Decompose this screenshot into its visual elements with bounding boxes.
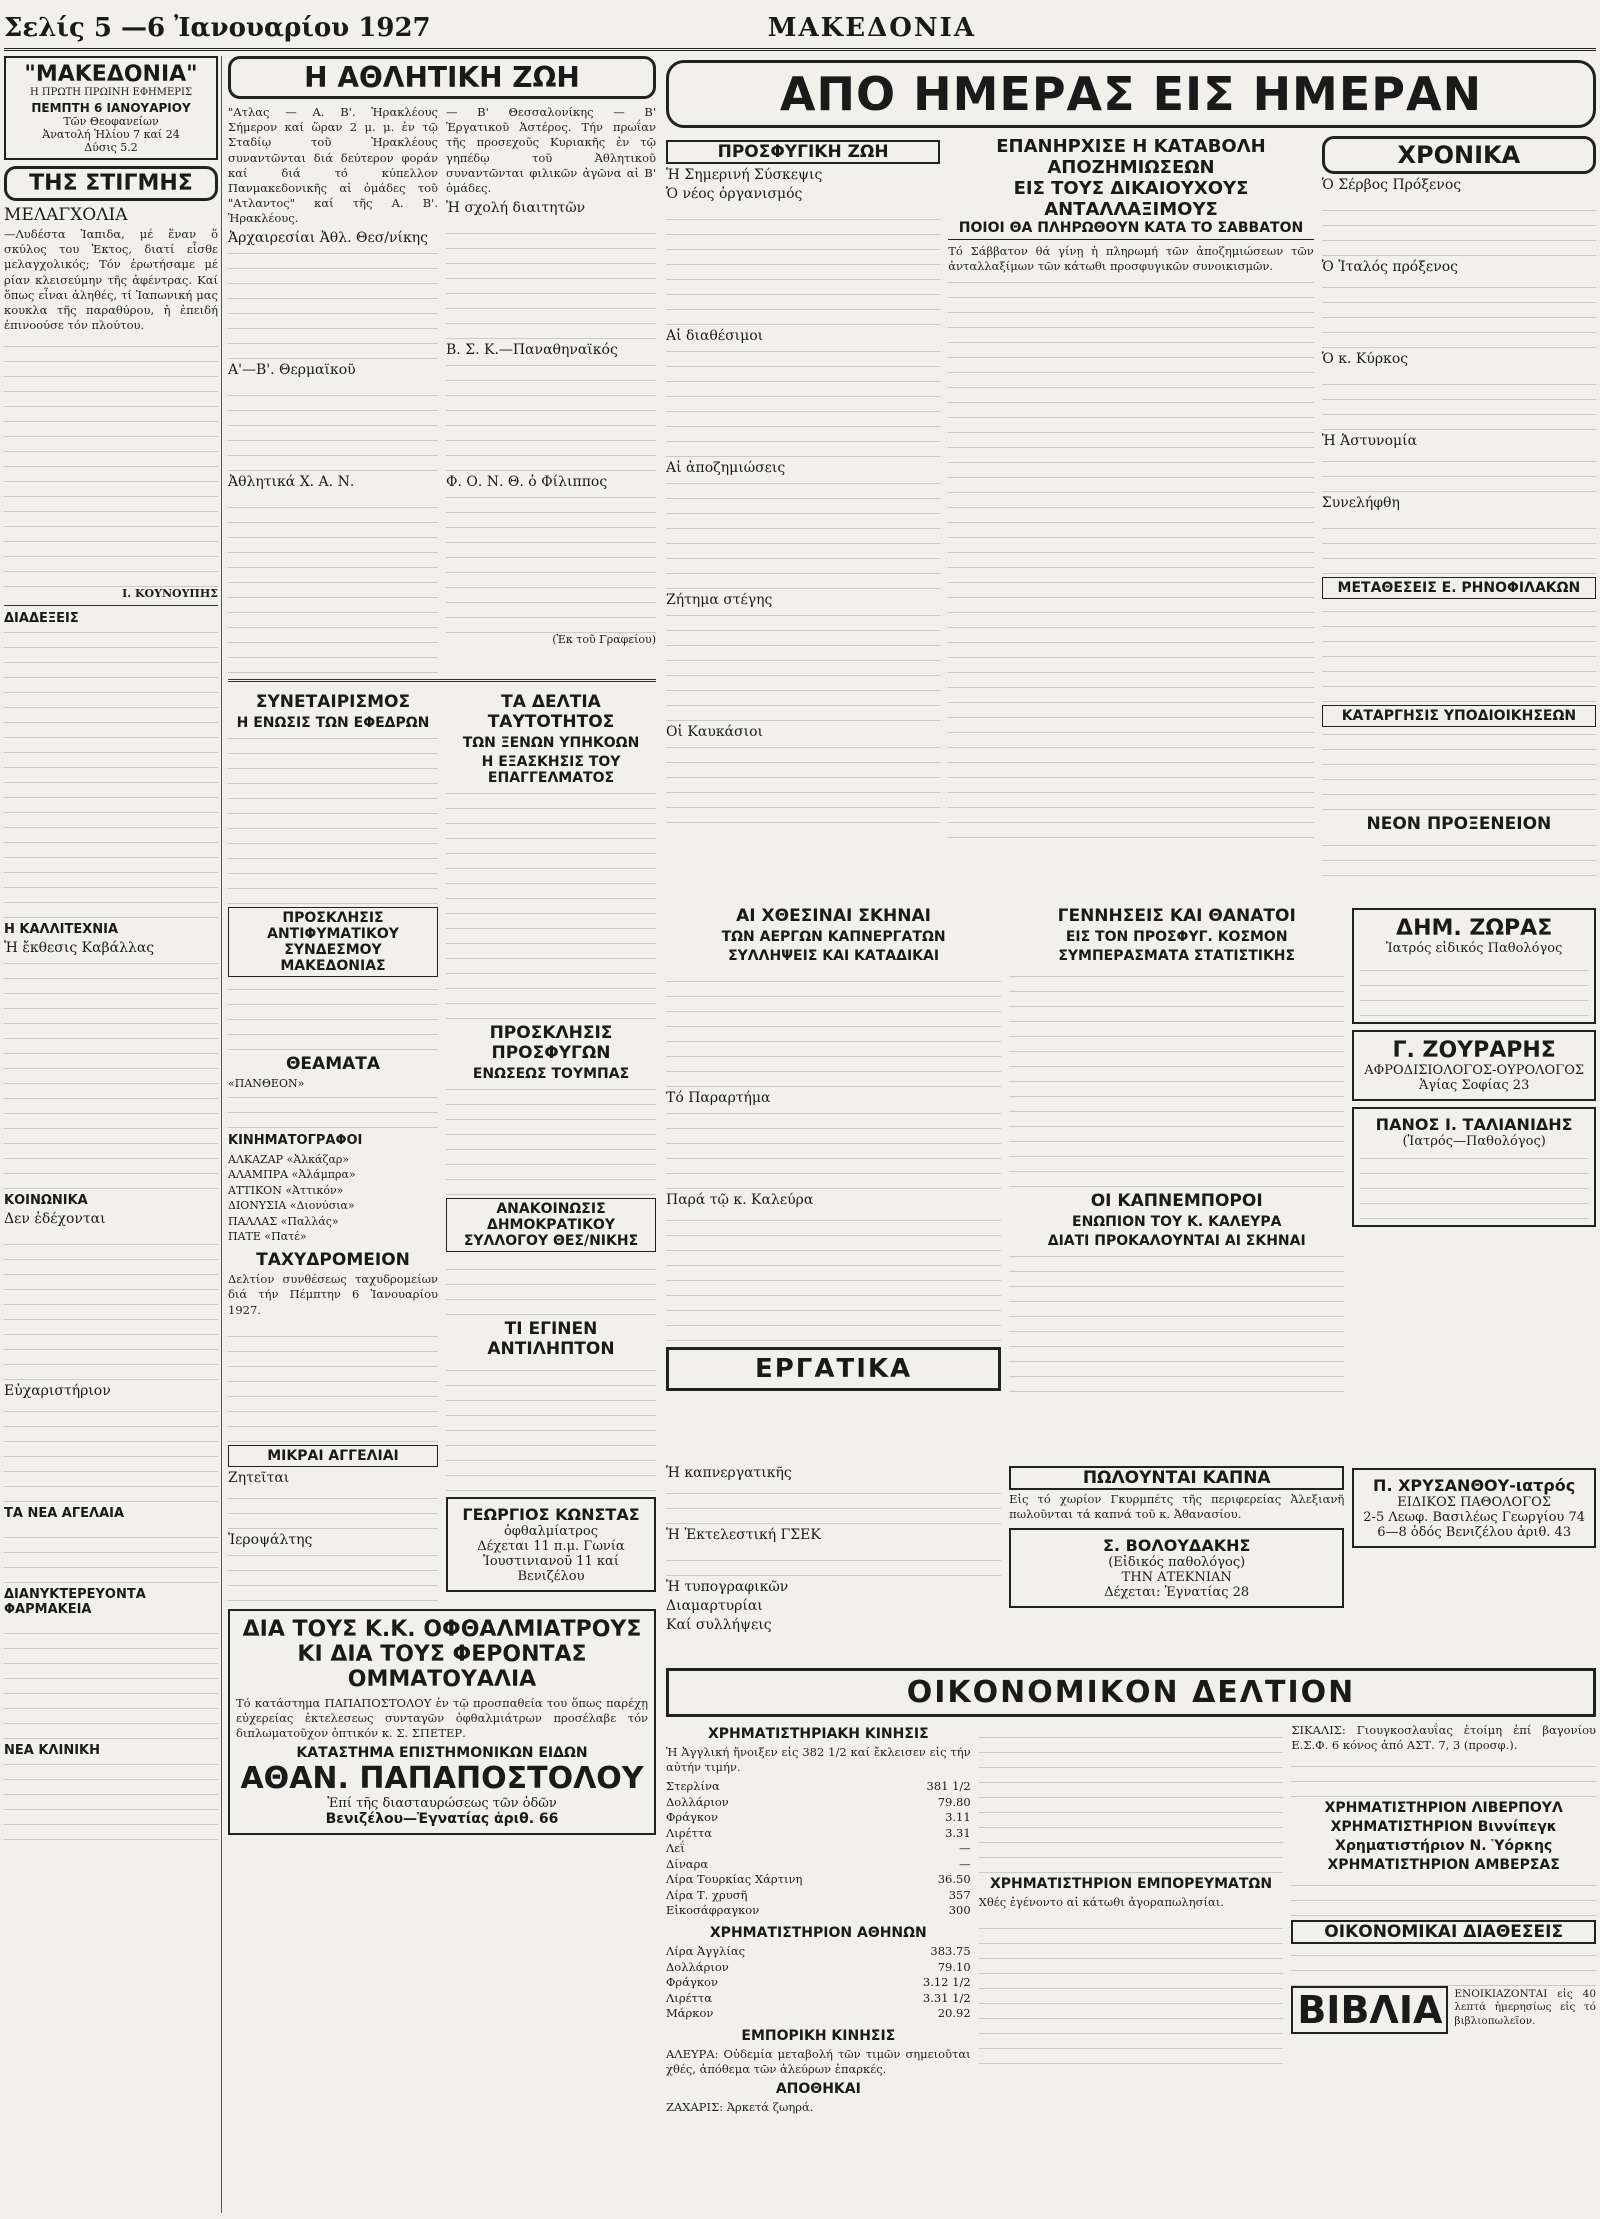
- currency-row: [666, 1795, 971, 1811]
- vivlia-ad: [1291, 1986, 1596, 2034]
- chrysanthou-ad: [1352, 1468, 1596, 1548]
- ti-eginen-heading: ΤΙ ΕΓΙΝΕΝ ΑΝΤΙΛΗΠΤΟΝ: [487, 1319, 615, 1360]
- erg-sub-5: Καί συλλήψεις: [666, 1617, 772, 1633]
- oph-ad-text: Τό κατάστημα ΠΑΠΑΠΟΣΤΟΛΟΥ ἐν τῷ προσπαθεία του ὅπως παρέχῃ εὐχερείας ἐκτελεσεως συνταγῶν ὀφθαλμιάτρων προσέλαβε τόν διπλωματοῦχον ὀπτικόν κ. Σ. ΣΠΕΤΕΡ.: [236, 1695, 648, 1741]
- koinonika-sub: Δεν ἐδέχονται: [4, 1211, 106, 1228]
- nea-agelaia-heading: ΤΑ ΝΕΑ ΑΓΕΛΑΙΑ: [4, 1506, 125, 1522]
- right-area: [666, 56, 1596, 2213]
- prosf-sub: Ἡ Σημερινή Σύσκεψις: [666, 167, 823, 183]
- kapnemporoi-sub2: ΔΙΑΤΙ ΠΡΟΚΑΛΟΥΝΤΑΙ ΑΙ ΣΚΗΝΑΙ: [1047, 1233, 1306, 1249]
- apothikai-heading: ΑΠΟΘΗΚΑΙ: [775, 2080, 861, 2097]
- erg-sub-2: Ἡ Ἐκτελεστική ΓΣΕΚ: [666, 1527, 821, 1543]
- xron-4: Ἡ Ἀστυνομία: [1321, 433, 1418, 449]
- xrim-athinon-heading: ΧΡΗΜΑΤΙΣΤΗΡΙΟΝ ΑΘΗΝΩΝ: [709, 1924, 927, 1941]
- euxaristirion-body: [4, 1402, 218, 1502]
- currency-value: 36.50: [937, 1872, 971, 1887]
- melagxolia-body: [4, 337, 218, 587]
- athinon-rate-row: [666, 1944, 971, 1960]
- erg-sub-3: Ἡ τυπογραφικῶν: [666, 1579, 789, 1595]
- currency-value: 357: [948, 1887, 971, 1902]
- katargisis-heading: ΚΑΤΑΡΓΗΣΙΣ ΥΠΟΔΙΟΙΚΗΣΕΩΝ: [1322, 705, 1596, 727]
- xrim-nyork-heading: Χρηματιστήριον Ν. Ὑόρκης: [1335, 1838, 1553, 1855]
- currency-value: 300: [948, 1903, 971, 1918]
- athletic-sub-5: Β. Σ. Κ.—Παναθηναϊκός: [446, 342, 618, 359]
- tachydromeion-heading: ΤΑΧΥΔΡΟΜΕΙΟΝ: [256, 1250, 410, 1271]
- athinon-rate-value: 20.92: [937, 2006, 971, 2021]
- currency-value: 381 1/2: [926, 1779, 971, 1794]
- chrysanthou-name: Π. ΧΡΥΣΑΝΘΟΥ-ιατρός: [1373, 1476, 1576, 1495]
- oph-ad-name: ΑΘΑΝ. ΠΑΠΑΠΟΣΤΟΛΟΥ: [240, 1761, 644, 1797]
- emporiki-heading: ΕΜΠΟΡΙΚΗ ΚΙΝΗΣΙΣ: [741, 2027, 896, 2044]
- athinon-rate-row: [666, 2006, 971, 2022]
- volodakis-addr2: Δέχεται: Ἐγνατίας 28: [1104, 1585, 1250, 1601]
- currency-name: Φράγκον: [666, 1810, 718, 1825]
- kapnemporoi-sub: ΕΝΩΠΙΟΝ ΤΟΥ Κ. ΚΑΛΕΥΡΑ: [1072, 1214, 1282, 1230]
- prosf-zitima: Ζήτημα στέγης: [666, 592, 773, 608]
- date-line: Σελίς 5 —6 Ἰανουαρίου 1927: [4, 13, 431, 43]
- athletic-sub-4: Ἡ σχολή διαιτητῶν: [446, 200, 586, 217]
- kallitexnika-heading: Η ΚΑΛΛΙΤΕΧΝΙΑ: [4, 922, 119, 938]
- konstas-name: ΓΕΩΡΓΙΟΣ ΚΩΝΣΤΑΣ: [462, 1505, 640, 1525]
- syneteirismos-heading: ΣΥΝΕΤΑΙΡΙΣΜΟΣ: [255, 692, 411, 713]
- xeim-sub-4: Παρά τῷ κ. Καλεύρα: [666, 1192, 814, 1208]
- xeimonoi-heading: ΑΙ ΧΘΕΣΙΝΑΙ ΣΚΗΝΑΙ: [736, 906, 931, 926]
- xrim-emp-text: Χθές ἐγένοντο αἱ κάτωθι ἀγοραπωλησίαι.: [978, 1895, 1224, 1909]
- prosf-kavalai: Οἱ Καυκάσιοι: [666, 724, 764, 740]
- emporiki-text: ΑΛΕΥΡΑ: Οὐδεμία μεταβολή τῶν τιμῶν σημειοῦται χθές, ἀπόθεμα τῶν ἀλεύρων ἐπαρκές.: [666, 2046, 971, 2076]
- athletic-title: Η ΑΘΛΗΤΙΚΗ ΖΩΗ: [228, 56, 656, 99]
- currency-table: [666, 1779, 971, 1919]
- athletic-from: (Ἐκ τοῦ Γραφείου): [552, 633, 656, 647]
- currency-row: [666, 1779, 971, 1795]
- currency-row: [666, 1888, 971, 1904]
- oph-ad-addr: Ἐπί τῆς διασταυρώσεως τῶν ὁδῶν: [327, 1796, 557, 1812]
- tautotites-sub: ΤΩΝ ΞΕΝΩΝ ΥΠΗΚΟΩΝ: [462, 735, 640, 752]
- currency-row: [666, 1872, 971, 1888]
- xeim-sub-3: Τό Παραρτήμα: [666, 1090, 771, 1106]
- currency-row: [666, 1903, 971, 1919]
- chrysanthou-addr: 2-5 Λεωφ. Βασιλέως Γεωργίου 74: [1363, 1510, 1585, 1525]
- currency-value: 3.31: [945, 1825, 971, 1840]
- athinon-rate-name: Λιρέττα: [666, 1990, 713, 2005]
- zouraris-role: ΑΦΡΟΔΙΣΙΟΛΟΓΟΣ-ΟΥΡΟΛΟΓΟΣ: [1364, 1063, 1585, 1078]
- currency-name: Λίρα Τ. χρυσῆ: [666, 1887, 748, 1902]
- koinonika-heading: ΚΟΙΝΩΝΙΚΑ: [4, 1193, 88, 1209]
- prosklisi-antifimatikis: ΠΡΟΣΚΛΗΣΙΣ ΑΝΤΙΦΥΜΑΤΙΚΟΥ ΣΥΝΔΕΣΜΟΥ ΜΑΚΕΔΟΝΙΑΣ: [228, 907, 438, 977]
- diafarmakeia-body: [4, 1619, 218, 1739]
- currency-name: Δίναρα: [666, 1856, 709, 1871]
- vivlia-heading: ΒΙΒΛΙΑ: [1291, 1986, 1448, 2034]
- theamata-item: ΠΑΤΕ «Πατέ»: [228, 1229, 307, 1243]
- xrim-liverpool-heading: ΧΡΗΜΑΤΙΣΤΗΡΙΟΝ ΛΙΒΕΡΠΟΥΛ: [1324, 1800, 1563, 1817]
- xron-1: Ὁ Σέρβος Πρόξενος: [1321, 177, 1462, 193]
- xron-2: Ὁ Ἰταλός πρόξενος: [1321, 259, 1458, 275]
- diafarmakeia-heading: ΔΙΑΝΥΚΤΕΡΕΥΟΝΤΑ ΦΑΡΜΑΚΕΙΑ: [4, 1587, 146, 1618]
- prosfygiki-zoi-heading: ΠΡΟΣΦΥΓΙΚΗ ΖΩΗ: [666, 140, 940, 164]
- theamata-item: ΑΤΤΙΚΟΝ «Ἀττικόν»: [228, 1183, 344, 1197]
- theamata-list: [228, 1076, 438, 1244]
- athletic-sub-1: Ἀρχαιρεσίαι Ἀθλ. Θεσ/νίκης: [228, 230, 428, 247]
- athinon-rate-row: [666, 1960, 971, 1976]
- athletic-body: [228, 105, 656, 673]
- athinon-table: [666, 1944, 971, 2022]
- paper-box-day: ΠΕΜΠΤΗ 6 ΙΑΝΟΥΑΡΙΟΥ: [31, 101, 191, 115]
- kinimatografoi-heading: ΚΙΝΗΜΑΤΟΓΡΑΦΟΙ: [228, 1132, 363, 1148]
- gennisis-sub2: ΣΥΜΠΕΡΑΣΜΑΤΑ ΣΤΑΤΙΣΤΙΚΗΣ: [1058, 948, 1296, 964]
- athinon-rate-row: [666, 1975, 971, 1991]
- athletic-text-a: "Ατλας — Α. Β'. Ἡρακλέους Σήμερον καί ὥραν 2 μ. μ. ἐν τῷ Σταδίῳ τοῦ Ἡρακλέους συναντῶνται διά δεύτερον φοράν καί διά τό κύπελλον Πανμακεδονικῆς αἱ ὁμάδες τοῦ "Ατλαντος" καί τῆς Α. Β'. Ἡρακλέους.: [228, 105, 438, 226]
- zouraris-addr: Ἁγίας Σοφίας 23: [1418, 1078, 1530, 1093]
- currency-row: [666, 1857, 971, 1873]
- xrimatistiriaki-heading: ΧΡΗΜΑΤΙΣΤΗΡΙΑΚΗ ΚΙΝΗΣΙΣ: [707, 1726, 929, 1742]
- athletic-sub-3: Ἀθλητικά Χ. Α. Ν.: [228, 474, 355, 491]
- paper-box-sunrise: Ἀνατολή Ἡλίου 7 καί 24: [42, 128, 180, 141]
- theamata-item: ΑΛΚΑΖΑΡ «Ἀλκάζαρ»: [228, 1152, 350, 1166]
- currency-name: Λιρέττα: [666, 1825, 713, 1840]
- theamata-heading: ΘΕΑΜΑΤΑ: [285, 1054, 381, 1075]
- paper-box-sub: Η ΠΡΩΤΗ ΠΡΩΙΝΗ ΕΦΗΜΕΡΙΣ: [29, 87, 193, 98]
- syneteirismos-sub: Η ΕΝΩΣΙΣ ΤΩΝ ΕΦΕΔΡΩΝ: [236, 715, 430, 732]
- currency-value: 79.80: [937, 1794, 971, 1809]
- kallitexnika-body: [4, 959, 218, 1189]
- zoras-name: ΔΗΜ. ΖΩΡΑΣ: [1396, 916, 1553, 941]
- right-middle-grid: [666, 902, 1596, 1462]
- left-column: [4, 56, 222, 2213]
- koinonika-body: [4, 1230, 218, 1380]
- gennisis-sub: ΕΙΣ ΤΟΝ ΠΡΟΣΦΥΓ. ΚΟΣΜΟΝ: [1065, 929, 1288, 945]
- neon-proxeneion-heading: ΝΕΟΝ ΠΡΟΞΕΝΕΙΟΝ: [1366, 814, 1552, 834]
- athinon-rate-value: 79.10: [937, 1959, 971, 1974]
- kapnemporoi-heading: ΟΙ ΚΑΠΝΕΜΠΟΡΟΙ: [1090, 1191, 1263, 1211]
- xrim-emporeumaton-heading: ΧΡΗΜΑΤΙΣΤΗΡΙΟΝ ΕΜΠΟΡΕΥΜΑΤΩΝ: [989, 1876, 1273, 1892]
- oph-ad-addr2: Βενιζέλου—Ἐγνατίας ἀριθ. 66: [325, 1811, 559, 1828]
- zoras-ad: [1352, 908, 1596, 1024]
- tachydromeion-text: Δελτίον συνθέσεως ταχυδρομείων διά τήν Πέμπτην 6 Ἰανουαρίου 1927.: [228, 1272, 438, 1317]
- athinon-rate-name: Φράγκον: [666, 1975, 718, 1990]
- talianidis-role: (Ἰατρός—Παθολόγος): [1402, 1134, 1546, 1149]
- chrysanthou-addr2: 6—8 ὁδός Βενιζέλου ἀριθ. 43: [1377, 1525, 1572, 1540]
- theamata-item: ΑΛΑΜΠΡΑ «Ἀλάμπρα»: [228, 1168, 356, 1182]
- paper-info-box: [4, 56, 218, 160]
- prosf-apozimioseis: Αἱ ἀποζημιώσεις: [666, 460, 786, 476]
- diadexeis-body: [4, 628, 218, 918]
- currency-row: [666, 1841, 971, 1857]
- metathesis-heading: ΜΕΤΑΘΕΣΕΙΣ Ε. ΡΗΝΟΦΙΛΑΚΩΝ: [1322, 577, 1596, 599]
- athinon-rate-value: 383.75: [930, 1943, 971, 1958]
- nea-kliniki-body: [4, 1760, 218, 1840]
- currency-row: [666, 1810, 971, 1826]
- currency-name: Λίρα Τουρκίας Χάρτινη: [666, 1872, 803, 1887]
- epanirxise-heading-2: ΕΙΣ ΤΟΥΣ ΔΙΚΑΙΟΥΧΟΥΣ ΑΝΤΑΛΛΑΞΙΜΟΥΣ: [1013, 178, 1249, 220]
- oph-ad-title-2: ΚΙ ΔΙΑ ΤΟΥΣ ΦΕΡΟΝΤΑΣ ΟΜΜΑΤΟΥΑΛΙΑ: [297, 1641, 587, 1692]
- anakoinosis-heading: ΑΝΑΚΟΙΝΩΣΙΣ ΔΗΜΟΚΡΑΤΙΚΟΥ ΣΥΛΛΟΓΟΥ ΘΕΣ/ΝΙΚΗΣ: [446, 1198, 656, 1252]
- athinon-rate-value: 3.31 1/2: [922, 1990, 971, 2005]
- chrysanthou-role: ΕΙΔΙΚΟΣ ΠΑΘΟΛΟΓΟΣ: [1397, 1495, 1552, 1510]
- vivlia-text: ΕΝΟΙΚΙΑΖΟΝΤΑΙ εἰς 40 λεπτά ἡμερησίως εἰς τό βιβλιοπωλεῖον.: [1454, 1987, 1596, 2028]
- sikali-text: ΣΙΚΑΛΙΣ: Γιουγκοσλαυΐας ἑτοίμη ἐπί βαγονίου Ε.Σ.Φ. 6 κόνος ἀπό ΑΣΤ. 7, 3 (προσφ.).: [1291, 1723, 1596, 1753]
- epanirxise-heading-1: ΕΠΑΝΗΡΧΙΣΕ Η ΚΑΤΑΒΟΛΗ ΑΠΟΖΗΜΙΩΣΕΩΝ: [996, 136, 1266, 178]
- prosklisis-tourbas: ΠΡΟΣΚΛΗΣΙΣ ΠΡΟΣΦΥΓΩΝ: [489, 1023, 613, 1064]
- athletic-sub-6: Φ. Ο. Ν. Θ. ὁ Φίλιππος: [446, 474, 608, 491]
- athinon-rate-name: Μάρκον: [666, 2006, 714, 2021]
- diadexeis-heading: ΔΙΑΔΕΞΕΙΣ: [4, 611, 79, 627]
- mikrai-aggeliai-heading: ΜΙΚΡΑΙ ΑΓΓΕΛΙΑΙ: [228, 1445, 438, 1467]
- masthead: [4, 8, 1596, 51]
- zaxaris-text: ΖΑΧΑΡΙΣ: Ἀρκετά ζωηρά.: [666, 2099, 814, 2114]
- tautotites-heading: ΤΑ ΔΕΛΤΙΑ ΤΑΥΤΟΤΗΤΟΣ: [487, 692, 615, 733]
- athinon-rate-row: [666, 1991, 971, 2007]
- xeimonoi-sub2: ΣΥΛΛΗΨΕΙΣ ΚΑΙ ΚΑΤΑΔΙΚΑΙ: [728, 948, 940, 964]
- finance-grid: [666, 1723, 1596, 2119]
- oikonomikai-heading: ΟΙΚΟΝΟΜΙΚΑΙ ΔΙΑΘΕΣΕΙΣ: [1291, 1920, 1596, 1944]
- prosf-diathesimon: Αἱ διαθέσιμοι: [666, 328, 764, 344]
- konstas-role: ὀφθαλμίατρος: [503, 1524, 599, 1540]
- right-top-grid: [666, 136, 1596, 896]
- athletic-text-b: — Β' Θεσσαλονίκης — Β' Ἐργατικοῦ Ἀστέρος. Τήν πρωΐαν τῆς προσεχοῦς Κυριακῆς ἐν τῷ γηπέδῳ τοῦ Ἀθλητικοῦ συναντῶνται φιλικῶν ἀγῶνα αἱ Β' ὁμάδες.: [446, 105, 656, 195]
- volodakis-ad: [1009, 1528, 1344, 1608]
- nea-agelaia-body: [4, 1523, 218, 1583]
- athinon-rate-name: Λίρα Ἀγγλίας: [666, 1943, 746, 1958]
- zoras-role: Ἰατρός εἰδικός Παθολόγος: [1385, 941, 1563, 956]
- currency-name: Εἰκοσάφραγκον: [666, 1903, 760, 1918]
- currency-name: Λεΐ: [666, 1841, 685, 1856]
- middle-lower: [228, 688, 656, 1600]
- talianidis-ad: [1352, 1107, 1596, 1227]
- column-signature: Ι. ΚΟΥΝΟΥΠΗΣ: [122, 587, 218, 601]
- tautotites-sub2: Η ΕΞΑΣΚΗΣΙΣ ΤΟΥ ΕΠΑΓΓΕΛΜΑΤΟΣ: [481, 754, 621, 787]
- talianidis-name: ΠΑΝΟΣ Ι. ΤΑΛΙΑΝΙΔΗΣ: [1375, 1115, 1573, 1134]
- konstas-addr: Δέχεται 11 π.μ. Γωνία Ἰουστινιανοῦ 11 καί Βενιζέλου: [477, 1539, 625, 1585]
- currency-value: 3.11: [945, 1810, 971, 1825]
- polountai-text: Εἰς τό χωρίον Γκυρμπέτς τῆς περιφερείας Ἀλεξιανῆ πωλοῦνται τά καπνά τοῦ κ. Ἀθανασίου.: [1009, 1492, 1345, 1522]
- zouraris-ad: [1352, 1030, 1596, 1101]
- konstas-ad: [446, 1497, 656, 1592]
- tourbas-sub: ΕΝΩΣΕΩΣ ΤΟΥΜΠΑΣ: [472, 1066, 630, 1083]
- melagxolia-text: —Λυδέστα Ἰαπιδα, μέ ἕναν ὅ σκύλος του Ἐκτος, διατί εἶσθε μελαγχολικός; Τόν ἐρωτήσαμε μέ ρίαν κλεισεύμην τῆς ἀφέντρας. Καί ὅπως εἶναι ἀληθές, τί Ἰαπωνική μας κουκλα τῆς παραθύρου, ἡ ἐπειδή ἐπινοούσε τόν πλούτου.: [4, 227, 218, 333]
- xeimonoi-sub: ΤΩΝ ΑΕΡΓΩΝ ΚΑΠΝΕΡΓΑΤΩΝ: [721, 929, 946, 945]
- section-tis-stigmis: ΤΗΣ ΣΤΙΓΜΗΣ: [4, 166, 218, 201]
- prosf-sub2: Ὁ νέος ὀργανισμός: [666, 186, 803, 202]
- currency-row: [666, 1826, 971, 1842]
- euxaristirion-heading: Εὐχαριστήριον: [4, 1383, 111, 1400]
- paper-box-title: "ΜΑΚΕΔΟΝΙΑ": [24, 62, 198, 87]
- kallitexnika-sub: Ἡ ἔκθεσις Καβάλλας: [4, 940, 155, 957]
- ierofaltis-label: Ἱεροψάλτης: [228, 1531, 313, 1548]
- oph-ad-store: ΚΑΤΑΣΤΗΜΑ ΕΠΙΣΤΗΜΟΝΙΚΩΝ ΕΙΔΩΝ: [296, 1745, 588, 1762]
- theamata-item: ΠΑΛΛΑΣ «Παλλάς»: [228, 1214, 339, 1228]
- xrim-ameriki-heading: ΧΡΗΜΑΤΙΣΤΗΡΙΟΝ ΑΜΒΕΡΣΑΣ: [1327, 1857, 1560, 1874]
- oikonomikon-heading: ΟΙΚΟΝΟΜΙΚΟΝ ΔΕΛΤΙΟΝ: [666, 1668, 1596, 1717]
- ophthalmologist-ad: [228, 1609, 656, 1836]
- xron-5: Συνελήφθη: [1321, 495, 1400, 511]
- epanirxise-text: Τό Σάββατον θά γίνῃ ἡ πληρωμή τῶν ἀποζημιώσεων τῶν ἀνταλλαξίμων τῶν κάτωθι προσφυγικῶν συνοικισμῶν.: [948, 244, 1314, 274]
- ergatika-heading: ΕΡΓΑΤΙΚΑ: [666, 1347, 1001, 1391]
- theamata-item: «ΠΑΝΘΕΟΝ»: [228, 1077, 305, 1091]
- nea-kliniki-heading: ΝΕΑ ΚΛΙΝΙΚΗ: [4, 1743, 100, 1759]
- athinon-rate-name: Δολλάριον: [666, 1959, 729, 1974]
- paper-box-sunset: Δύσις 5.2: [84, 141, 138, 154]
- melagxolia-heading: ΜΕΛΑΓΧΟΛΙΑ: [4, 205, 128, 225]
- currency-name: Στερλίνα: [666, 1779, 720, 1794]
- erg-sub-4: Διαμαρτυρίαι: [666, 1598, 763, 1614]
- athletic-sub-2: Α'—Β'. Θερμαϊκοῦ: [228, 362, 356, 379]
- right-lower-grid: [666, 1462, 1596, 1662]
- paper-name: ΜΑΚΕΔΟΝΙΑ: [767, 13, 976, 43]
- gennisis-heading: ΓΕΝΝΗΣΕΙΣ ΚΑΙ ΘΑΝΑΤΟΙ: [1057, 906, 1296, 926]
- xrimatistiriaki-intro: Ἡ Ἀγγλική ἤνοιξεν εἰς 382 1/2 καί ἔκλεισεν εἰς τήν αὐτήν τιμήν.: [666, 1745, 971, 1775]
- epanirxise-heading-3: ΠΟΙΟΙ ΘΑ ΠΛΗΡΩΘΟΥΝ ΚΑΤΑ ΤΟ ΣΑΒΒΑΤΟΝ: [948, 220, 1314, 240]
- polountai-kapna-heading: ΠΩΛΟΥΝΤΑΙ ΚΑΠΝΑ: [1009, 1466, 1344, 1490]
- volodakis-name: Σ. ΒΟΛΟΥΔΑΚΗΣ: [1102, 1536, 1251, 1556]
- theamata-item: ΔΙΟΝΥΣΙΑ «Διονύσια»: [228, 1199, 355, 1213]
- oph-ad-title-1: ΔΙΑ ΤΟΥΣ Κ.Κ. ΟΦΘΑΛΜΙΑΤΡΟΥΣ: [242, 1616, 642, 1642]
- currency-name: Δολλάριον: [666, 1794, 729, 1809]
- zouraris-name: Γ. ΖΟΥΡΑΡΗΣ: [1392, 1038, 1556, 1063]
- currency-value: —: [959, 1841, 971, 1856]
- xrim-vinipeg-heading: ΧΡΗΜΑΤΙΣΤΗΡΙΟΝ Βιννίπεγκ: [1330, 1819, 1557, 1836]
- middle-column: [228, 56, 656, 2213]
- volodakis-addr: ΤΗΝ ΑΤΕΚΝΙΑΝ: [1121, 1570, 1232, 1586]
- volodakis-role: (Εἰδικός παθολόγος): [1108, 1555, 1246, 1571]
- xron-3: Ὁ κ. Κύρκος: [1321, 351, 1409, 367]
- paper-box-feast: Τῶν Θεοφανείων: [63, 115, 159, 128]
- xronika-heading: ΧΡΟΝΙΚΑ: [1322, 136, 1596, 174]
- zitoyntai-label: Ζητεῖται: [228, 1469, 290, 1486]
- erg-sub-1: Ἡ καπνεργατικῆς: [666, 1465, 792, 1481]
- currency-value: —: [959, 1856, 971, 1871]
- athinon-rate-value: 3.12 1/2: [922, 1975, 971, 1990]
- main-title: ΑΠΟ ΗΜΕΡΑΣ ΕΙΣ ΗΜΕΡΑΝ: [666, 60, 1596, 128]
